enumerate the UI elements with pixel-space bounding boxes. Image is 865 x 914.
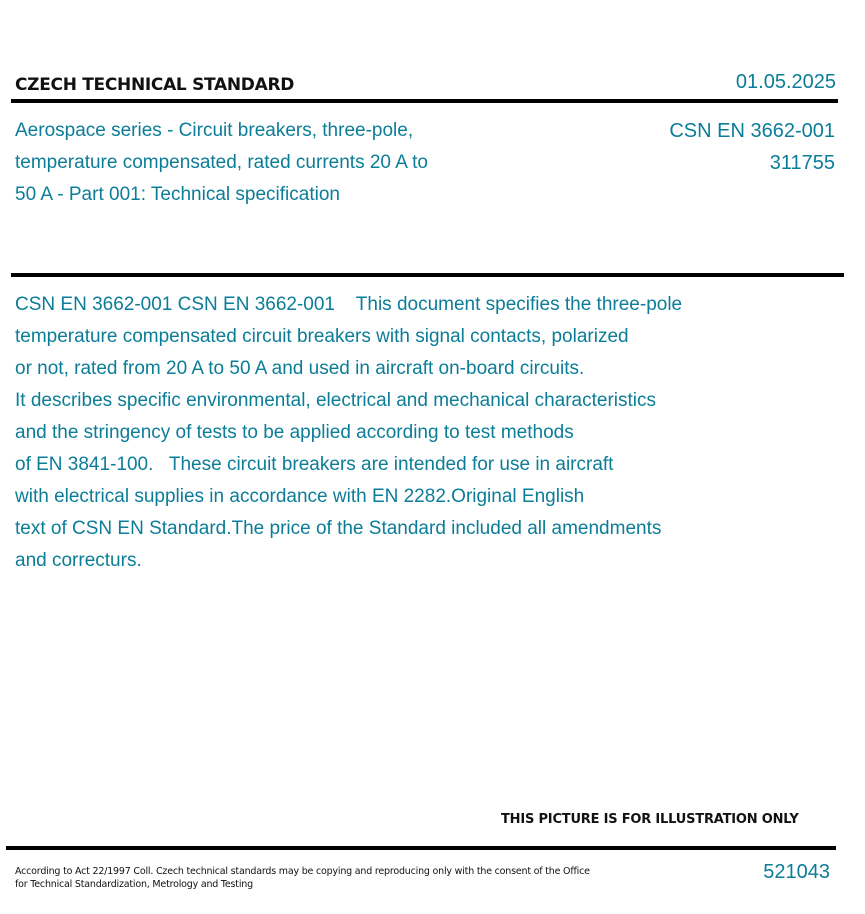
catalog-number: 311755	[769, 152, 835, 174]
footer-number: 521043	[763, 861, 830, 883]
abstract-line: temperature compensated circuit breakers with signal contacts, polarized	[15, 326, 629, 347]
document-title-line: 50 A - Part 001: Technical specification	[15, 184, 340, 205]
document-title-line: Aerospace series - Circuit breakers, three-pole,	[15, 120, 414, 141]
abstract-line: and correcturs.	[15, 550, 142, 571]
title-divider	[11, 273, 844, 277]
publication-date: 01.05.2025	[735, 71, 836, 93]
footer-divider	[6, 846, 836, 850]
standard-code: CSN EN 3662-001	[669, 120, 835, 142]
legal-line: According to Act 22/1997 Coll. Czech technical standards may be copying and reproducing only with the consent of the Office	[15, 866, 590, 877]
legal-notice	[15, 865, 590, 891]
abstract-line: CSN EN 3662-001 CSN EN 3662-001 This document specifies the three-pole	[15, 294, 683, 315]
document-abstract	[15, 289, 805, 577]
abstract-line: of EN 3841-100. These circuit breakers are intended for use in aircraft	[15, 454, 614, 475]
document-title	[15, 115, 505, 211]
document-codes	[669, 115, 835, 179]
abstract-line: or not, rated from 20 A to 50 A and used in aircraft on-board circuits.	[15, 358, 585, 379]
standard-label: CZECH TECHNICAL STANDARD	[15, 75, 295, 95]
document-title-line: temperature compensated, rated currents 20 A to	[15, 152, 428, 173]
abstract-line: and the stringency of tests to be applied according to test methods	[15, 422, 574, 443]
abstract-line: with electrical supplies in accordance with EN 2282.Original English	[15, 486, 585, 507]
abstract-line: text of CSN EN Standard.The price of the Standard included all amendments	[15, 518, 662, 539]
legal-line: for Technical Standardization, Metrology and Testing	[15, 879, 253, 890]
illustration-note: THIS PICTURE IS FOR ILLUSTRATION ONLY	[501, 812, 799, 827]
abstract-line: It describes specific environmental, electrical and mechanical characteristics	[15, 390, 656, 411]
header-divider	[11, 99, 838, 103]
